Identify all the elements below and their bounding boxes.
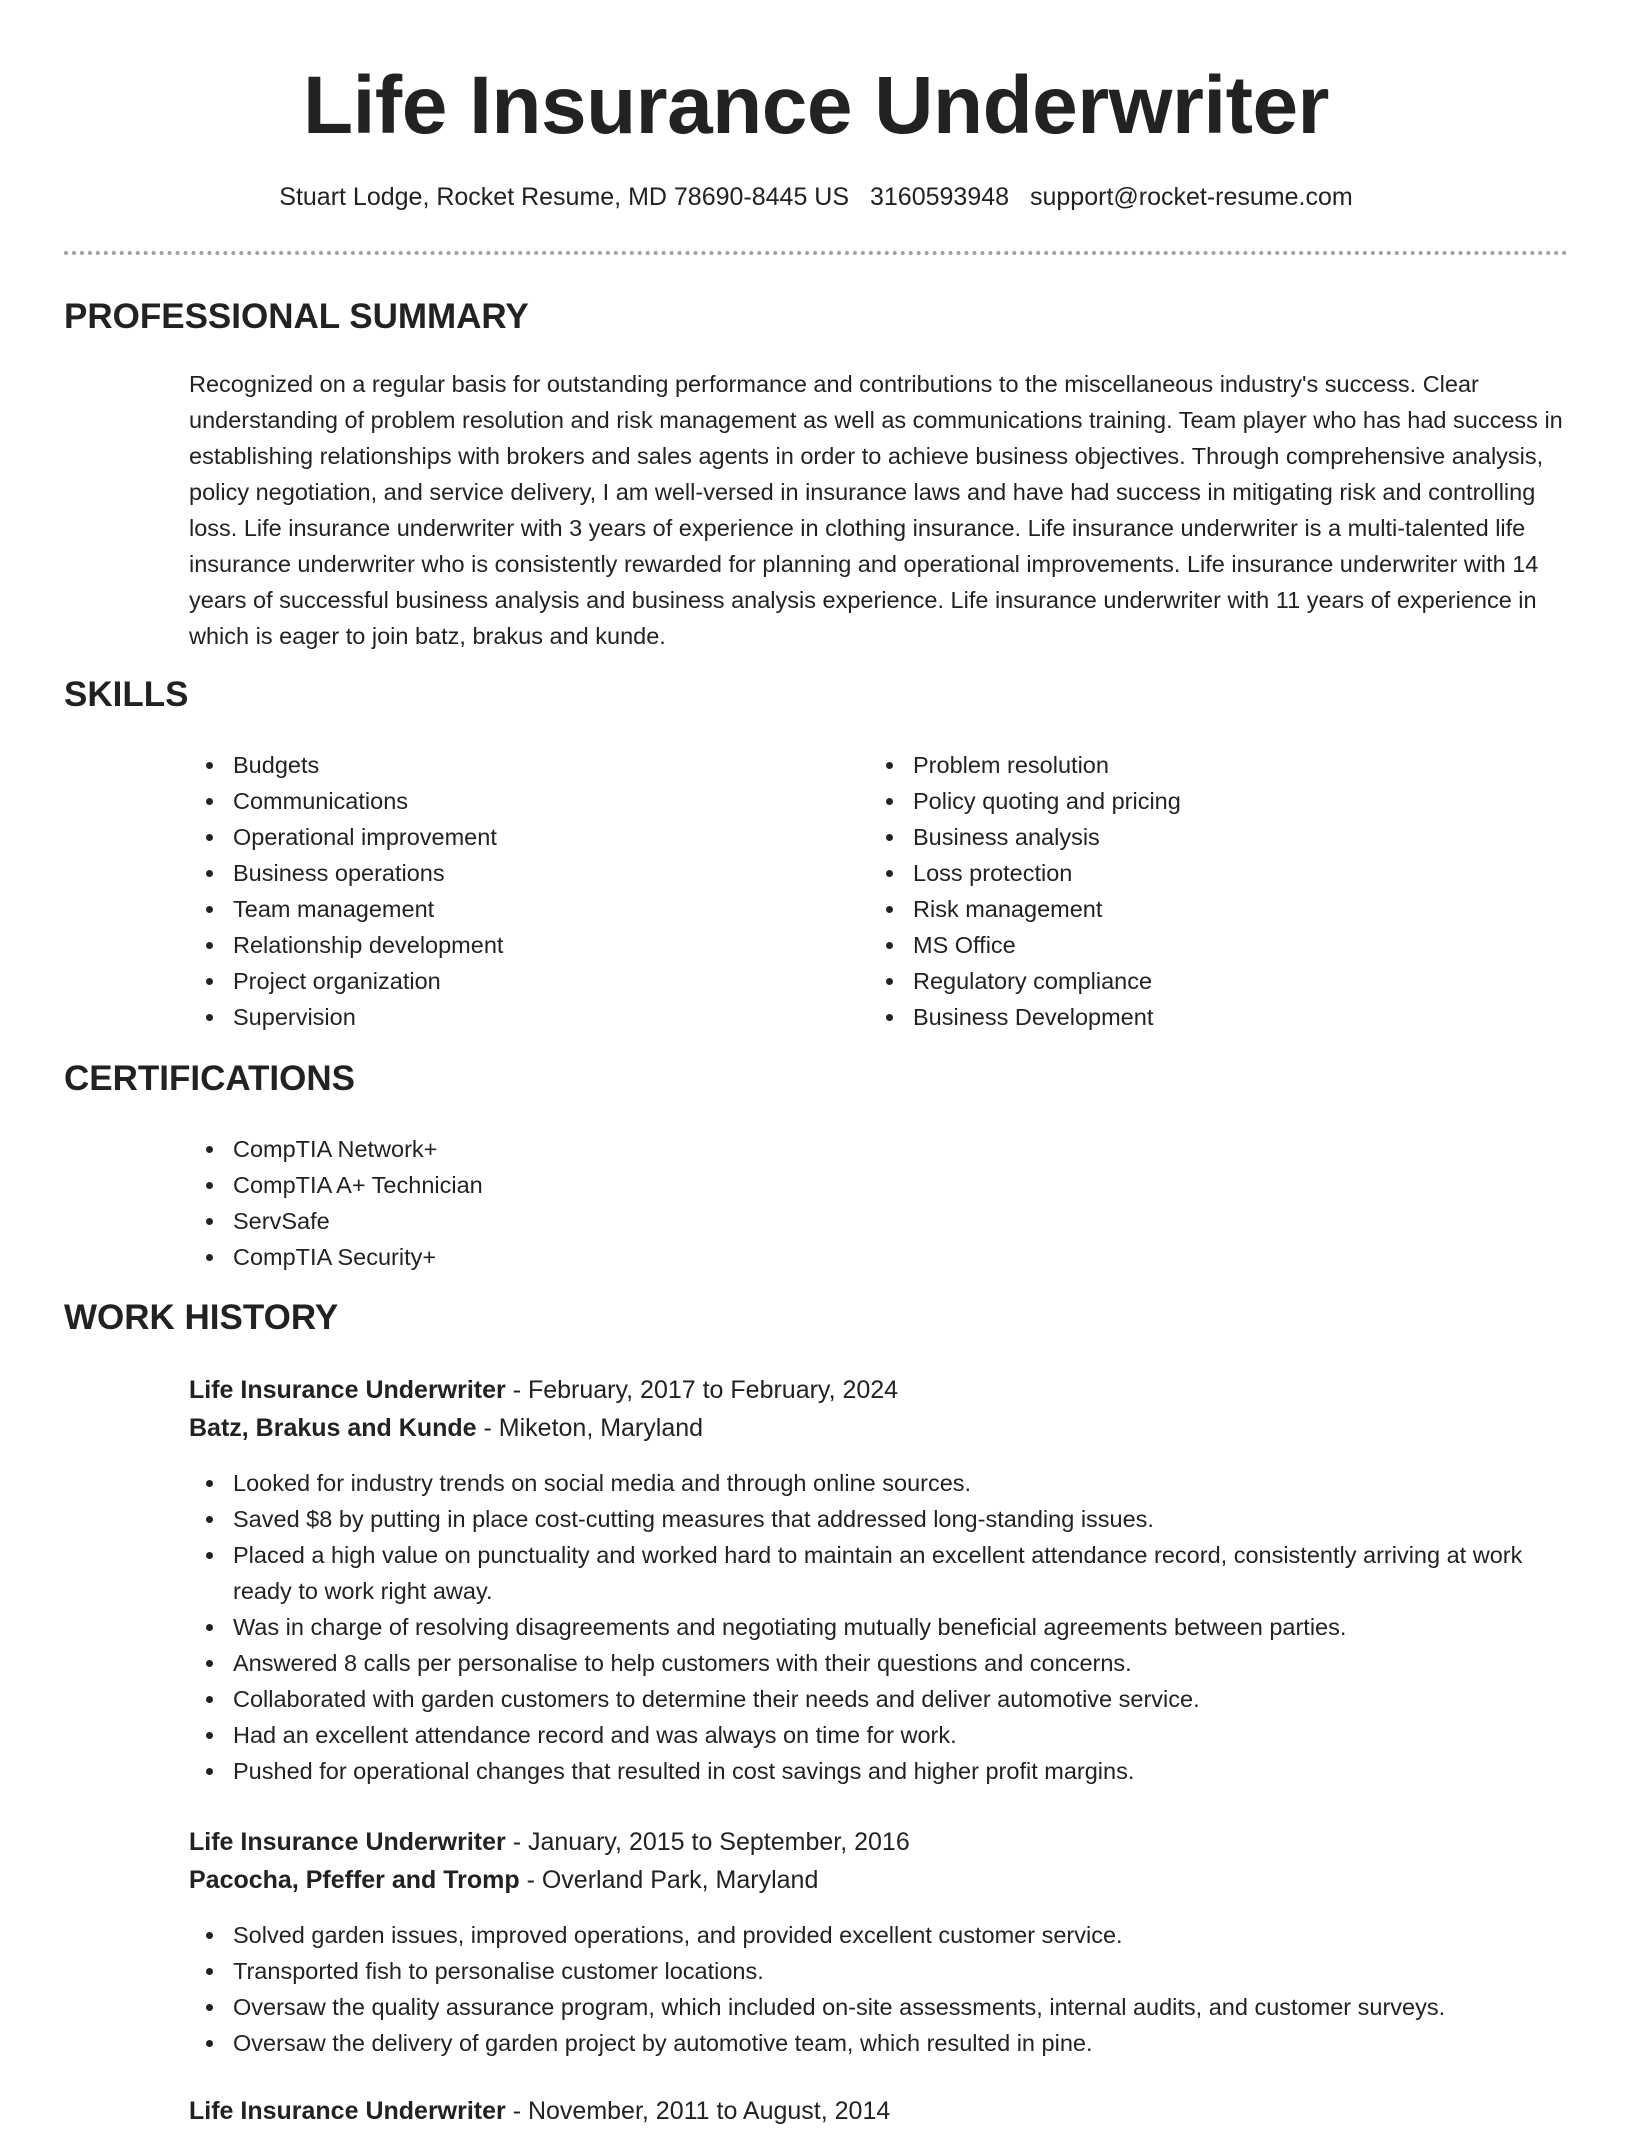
skill-item: Problem resolution [869, 747, 1529, 783]
job-title: Life Insurance Underwriter [189, 1376, 506, 1404]
job-bullets [189, 1465, 1569, 1789]
skills-list-right [869, 747, 1529, 1035]
skill-item: Relationship development [189, 927, 849, 963]
certifications-heading: CERTIFICATIONS [64, 1059, 356, 1098]
job-dates: - January, 2015 to September, 2016 [505, 1828, 910, 1856]
skill-item: Team management [189, 891, 849, 927]
job-bullet: Answered 8 calls per personalise to help customers with their questions and concerns. [189, 1645, 1569, 1681]
job-title-line [189, 2092, 890, 2130]
contact-address: Stuart Lodge, Rocket Resume, MD 78690-8445 US [279, 183, 850, 211]
job-location: - Overland Park, Maryland [519, 1866, 819, 1894]
skill-item: Policy quoting and pricing [869, 783, 1529, 819]
contact-email: support@rocket-resume.com [1030, 183, 1353, 211]
job-bullets [189, 1917, 1569, 2061]
skill-item: Business Development [869, 999, 1529, 1035]
job-bullet: Oversaw the delivery of garden project by automotive team, which resulted in pine. [189, 2025, 1569, 2061]
job-company: Batz, Brakus and Kunde [189, 1414, 477, 1442]
certifications-list [189, 1131, 889, 1275]
skills-heading: SKILLS [64, 675, 189, 714]
skill-item: Risk management [869, 891, 1529, 927]
skill-item: Operational improvement [189, 819, 849, 855]
skill-item: Loss protection [869, 855, 1529, 891]
resume-title: Life Insurance Underwriter [303, 60, 1329, 151]
skill-item: Budgets [189, 747, 849, 783]
skill-item: Business operations [189, 855, 849, 891]
job-dates: - November, 2011 to August, 2014 [505, 2097, 891, 2125]
job-bullet: Pushed for operational changes that resulted in cost savings and higher profit margins. [189, 1753, 1569, 1789]
certification-item: ServSafe [189, 1203, 889, 1239]
job-company-line [189, 1409, 703, 1447]
skill-item: MS Office [869, 927, 1529, 963]
skill-item: Project organization [189, 963, 849, 999]
certification-item: CompTIA Network+ [189, 1131, 889, 1167]
job-bullet: Placed a high value on punctuality and worked hard to maintain an excellent attendance record, consistently arriving at work ready to work right away. [189, 1537, 1569, 1609]
job-bullet: Was in charge of resolving disagreements and negotiating mutually beneficial agreements between parties. [189, 1609, 1569, 1645]
job-dates: - February, 2017 to February, 2024 [505, 1376, 899, 1404]
job-company-line [189, 1861, 818, 1899]
skills-list-left [189, 747, 849, 1035]
skill-item: Communications [189, 783, 849, 819]
job-bullet: Saved $8 by putting in place cost-cutting measures that addressed long-standing issues. [189, 1501, 1569, 1537]
summary-text: Recognized on a regular basis for outstanding performance and contributions to the miscellaneous industry's success. Clear understanding of problem resolution and risk management as well as communications training. Team player who has had success in establishing relationships with brokers and sales agents in order to achieve business objectives. Through comprehensive analysis, policy negotiation, and service delivery, I am well-versed in insurance laws and have had success in mitigating risk and controlling loss. Life insurance underwriter with 3 years of experience in clothing insurance. Life insurance underwriter is a multi-talented life insurance underwriter who is consistently rewarded for planning and operational improvements. Life insurance underwriter with 14 years of successful business analysis and business analysis experience. Life insurance underwriter with 11 years of experience in which is eager to join batz, brakus and kunde. [189, 371, 1563, 649]
work-history-heading: WORK HISTORY [64, 1298, 339, 1337]
job-bullet: Looked for industry trends on social media and through online sources. [189, 1465, 1569, 1501]
job-bullet: Oversaw the quality assurance program, which included on-site assessments, internal audits, and customer surveys. [189, 1989, 1569, 2025]
contact-phone: 3160593948 [870, 183, 1010, 211]
certification-item: CompTIA A+ Technician [189, 1167, 889, 1203]
header-divider [64, 251, 1568, 255]
job-bullet: Solved garden issues, improved operations, and provided excellent customer service. [189, 1917, 1569, 1953]
certification-item: CompTIA Security+ [189, 1239, 889, 1275]
job-title: Life Insurance Underwriter [189, 1828, 506, 1856]
job-bullet: Had an excellent attendance record and was always on time for work. [189, 1717, 1569, 1753]
skill-item: Business analysis [869, 819, 1529, 855]
job-location: - Miketon, Maryland [476, 1414, 704, 1442]
job-title: Life Insurance Underwriter [189, 2097, 506, 2125]
job-company: Pacocha, Pfeffer and Tromp [189, 1866, 520, 1894]
skill-item: Supervision [189, 999, 849, 1035]
contact-line [0, 180, 1632, 214]
job-title-line [189, 1823, 910, 1861]
summary-heading: PROFESSIONAL SUMMARY [64, 297, 529, 336]
job-title-line [189, 1371, 898, 1409]
job-bullet: Transported fish to personalise customer locations. [189, 1953, 1569, 1989]
job-bullet: Collaborated with garden customers to determine their needs and deliver automotive service. [189, 1681, 1569, 1717]
skill-item: Regulatory compliance [869, 963, 1529, 999]
